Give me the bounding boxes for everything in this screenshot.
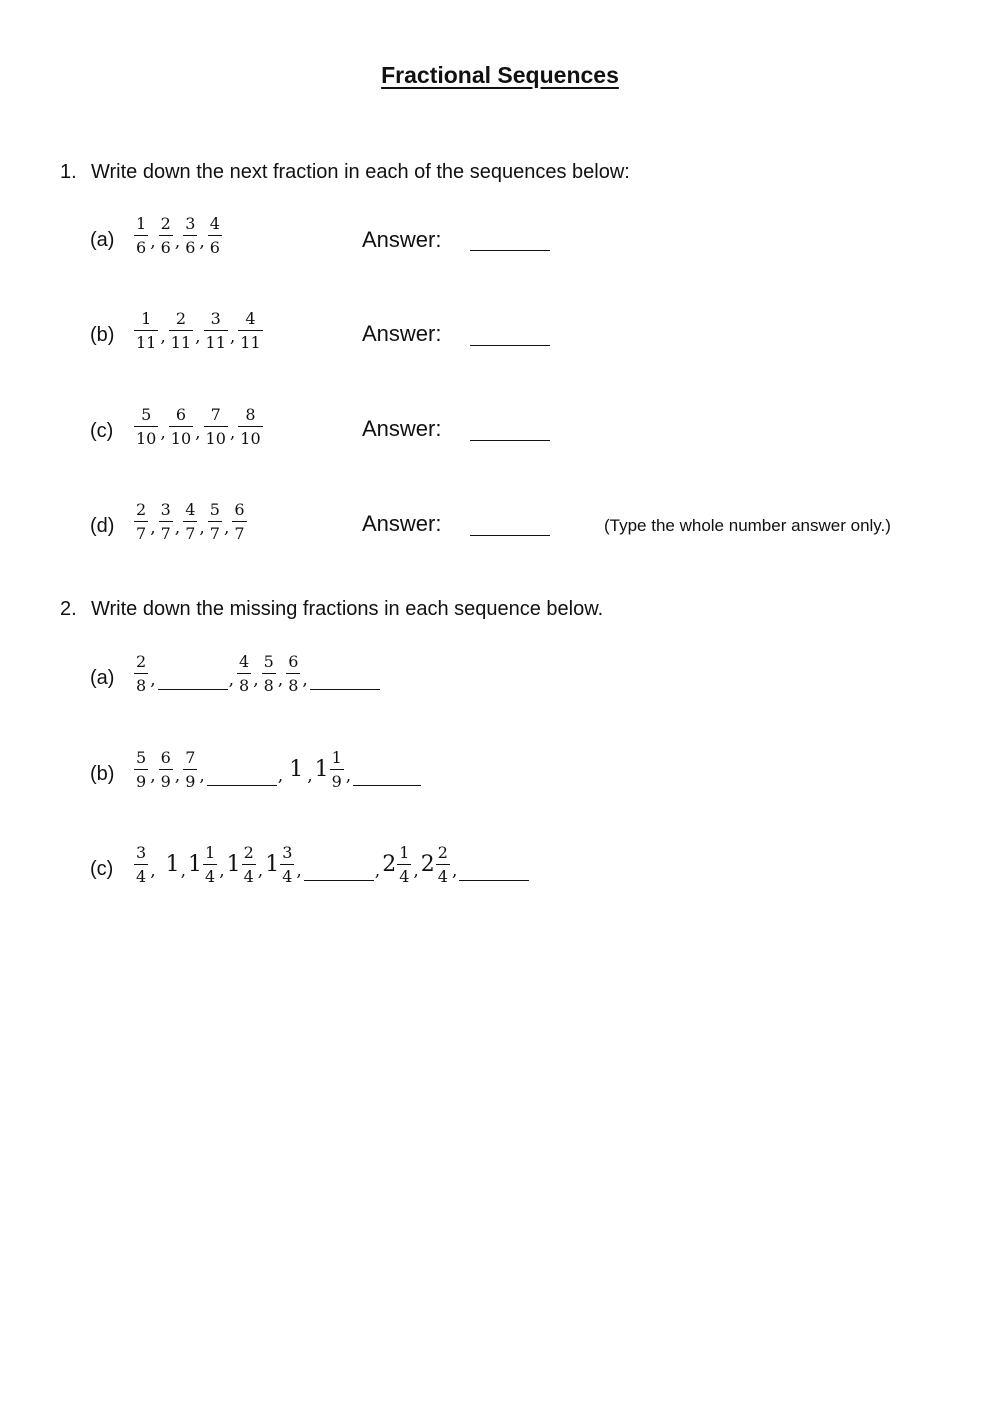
q1-part-d-label: (d) bbox=[90, 515, 115, 537]
fraction: $\frac{5}{10}$ bbox=[136, 405, 157, 448]
fraction: $\frac{4}{6}$ bbox=[209, 214, 220, 257]
fraction: $\frac{5}{7}$ bbox=[209, 500, 220, 543]
q2-part-b-sequence: $\frac{5}{9}$ , $\frac{6}{9}$ , $\frac{7}{9}$ , , 1 , 1 $\frac{1}{9}$ , bbox=[133, 750, 421, 790]
q2-part-c-sequence: $\frac{3}{4}$ , 1 , 1 $\frac{1}{4}$ , 1 $\frac{2}{4}$ , 1 $\frac{3}{4}$ , , 2 $\frac{1}{4}$ , 2 $\frac{2}{4}$ , bbox=[133, 845, 529, 885]
question-2-text: Write down the missing fractions in each sequence below. bbox=[91, 598, 604, 620]
fraction: $\frac{1}{11}$ bbox=[136, 309, 157, 352]
whole-number: 1 bbox=[165, 852, 180, 877]
fraction: $\frac{4}{11}$ bbox=[240, 309, 261, 352]
q2-part-c-blank-2[interactable] bbox=[459, 880, 529, 881]
mixed-number: 2 $\frac{2}{4}$ bbox=[420, 843, 448, 886]
q1-part-d-answer-label: Answer: bbox=[362, 511, 442, 536]
q2-part-a-blank-2[interactable] bbox=[310, 689, 380, 690]
q1-part-a-label: (a) bbox=[90, 229, 115, 251]
q2-part-c-label: (c) bbox=[90, 858, 114, 880]
q1-part-c-answer-label: Answer: bbox=[362, 416, 442, 441]
fraction: $\frac{1}{6}$ bbox=[136, 214, 147, 257]
q2-part-c-blank-1[interactable] bbox=[304, 880, 374, 881]
q1-part-c-sequence: $\frac{5}{10}$ , $\frac{6}{10}$ , $\frac{7}{10}$ , $\frac{8}{10}$ bbox=[136, 405, 261, 448]
q1-part-a-sequence: $\frac{1}{6}$ , $\frac{2}{6}$ , $\frac{3}{6}$ , $\frac{4}{6}$ bbox=[136, 214, 220, 257]
fraction: $\frac{6}{9}$ bbox=[160, 748, 171, 791]
whole-number: 1 bbox=[289, 757, 304, 782]
page-title bbox=[0, 62, 1000, 89]
fraction: $\frac{3}{4}$ bbox=[136, 843, 147, 886]
fraction: $\frac{5}{9}$ bbox=[136, 748, 147, 791]
q2-part-b-label: (b) bbox=[90, 763, 115, 785]
q2-part-b-blank-2[interactable] bbox=[353, 785, 421, 786]
fraction: $\frac{7}{10}$ bbox=[205, 405, 226, 448]
q1-part-c-label: (c) bbox=[90, 420, 114, 442]
fraction: $\frac{2}{6}$ bbox=[160, 214, 171, 257]
q2-part-a-label: (a) bbox=[90, 667, 115, 689]
q2-part-a-sequence: $\frac{2}{8}$ , , $\frac{4}{8}$ , $\frac{5}{8}$ , $\frac{6}{8}$ , bbox=[133, 654, 380, 694]
fraction: $\frac{4}{7}$ bbox=[185, 500, 196, 543]
fraction: $\frac{8}{10}$ bbox=[240, 405, 261, 448]
fraction: $\frac{5}{8}$ bbox=[263, 652, 274, 695]
fraction: $\frac{3}{11}$ bbox=[205, 309, 226, 352]
fraction: $\frac{7}{9}$ bbox=[185, 748, 196, 791]
page-title-text: Fractional Sequences bbox=[381, 62, 619, 88]
fraction: $\frac{4}{8}$ bbox=[239, 652, 250, 695]
q2-part-b-blank-1[interactable] bbox=[207, 785, 277, 786]
fraction: $\frac{2}{11}$ bbox=[170, 309, 192, 352]
q1-part-b-answer-label: Answer: bbox=[362, 321, 442, 346]
q1-part-d-answer-field[interactable] bbox=[470, 535, 550, 536]
question-1-text: Write down the next fraction in each of the sequences below: bbox=[91, 161, 630, 183]
fraction: $\frac{3}{7}$ bbox=[160, 500, 171, 543]
q1-part-a-answer-field[interactable] bbox=[470, 250, 550, 251]
fraction: $\frac{3}{6}$ bbox=[185, 214, 196, 257]
fraction: $\frac{6}{7}$ bbox=[234, 500, 245, 543]
q1-part-d-note: (Type the whole number answer only.) bbox=[604, 516, 891, 535]
question-2-number: 2. bbox=[60, 598, 77, 620]
q1-part-b-sequence: $\frac{1}{11}$ , $\frac{2}{11}$ , $\frac{3}{11}$ , $\frac{4}{11}$ bbox=[136, 309, 261, 352]
q1-part-a-answer-label: Answer: bbox=[362, 227, 442, 252]
mixed-number: 1 $\frac{2}{4}$ bbox=[226, 843, 254, 886]
fraction: $\frac{2}{7}$ bbox=[136, 500, 147, 543]
mixed-number: 1 $\frac{1}{9}$ bbox=[314, 748, 342, 791]
fraction: $\frac{6}{8}$ bbox=[288, 652, 299, 695]
q1-part-b-answer-field[interactable] bbox=[470, 345, 550, 346]
q2-part-a-blank-1[interactable] bbox=[158, 689, 228, 690]
q1-part-b-label: (b) bbox=[90, 324, 115, 346]
q1-part-c-answer-field[interactable] bbox=[470, 440, 550, 441]
question-1-number: 1. bbox=[60, 161, 77, 183]
fraction: $\frac{6}{10}$ bbox=[170, 405, 192, 448]
mixed-number: 1 $\frac{1}{4}$ bbox=[188, 843, 216, 886]
fraction: $\frac{2}{8}$ bbox=[136, 652, 147, 695]
q1-part-d-sequence: $\frac{2}{7}$ , $\frac{3}{7}$ , $\frac{4}{7}$ , $\frac{5}{7}$ , $\frac{6}{7}$ bbox=[136, 500, 245, 543]
mixed-number: 2 $\frac{1}{4}$ bbox=[382, 843, 410, 886]
mixed-number: 1 $\frac{3}{4}$ bbox=[265, 843, 293, 886]
